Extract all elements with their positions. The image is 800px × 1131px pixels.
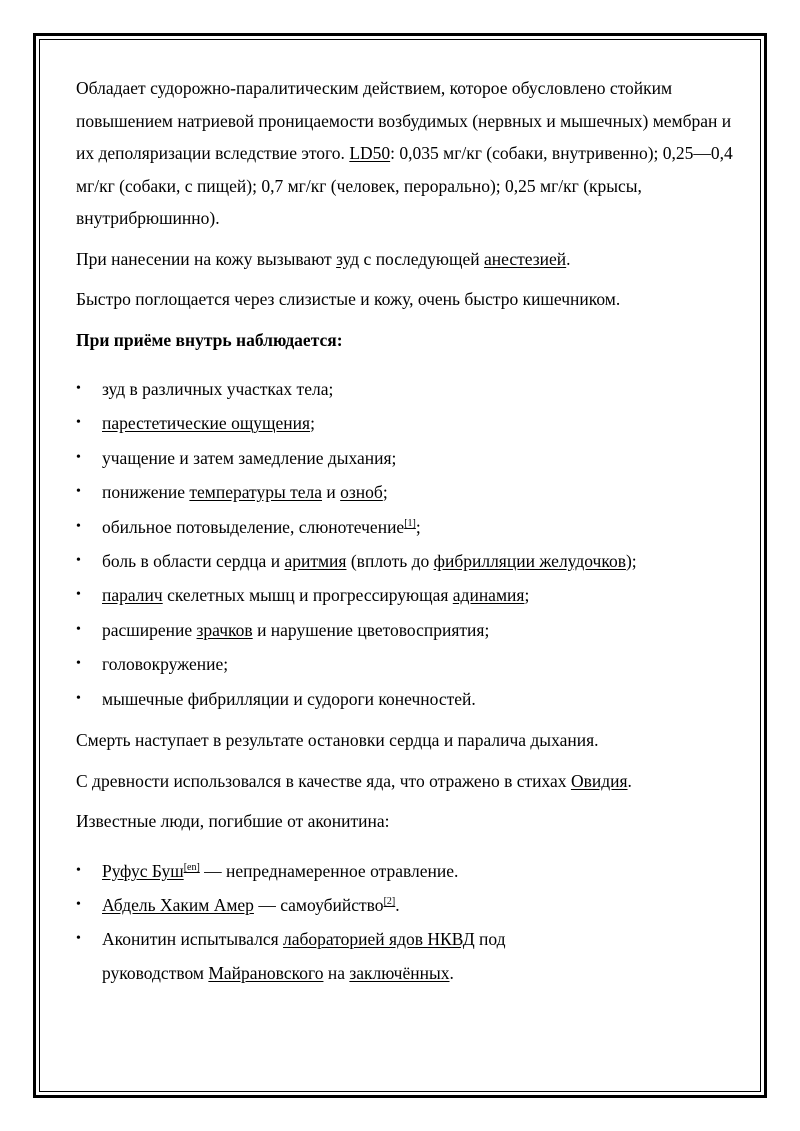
link-paresthesia[interactable]: парестетические ощущения <box>102 413 311 434</box>
link-ld50[interactable]: LD50 <box>349 143 391 163</box>
text: ; <box>415 516 421 537</box>
paragraph-skin <box>76 243 736 276</box>
list-item <box>76 647 736 681</box>
document-body <box>76 72 736 998</box>
text: . <box>449 962 454 983</box>
victims-list <box>76 854 736 990</box>
paragraph-death: Смерть наступает в результате остановки сердца и паралича дыхания. <box>76 730 599 751</box>
link-nkvd-poison-lab[interactable]: лабораторией ядов НКВД <box>283 928 475 949</box>
paragraph-known-victims: Известные люди, погибшие от аконитина: <box>76 811 390 832</box>
link-mairanovsky[interactable]: Майрановского <box>208 962 324 983</box>
text: зуд в различных участках тела; <box>102 379 334 399</box>
text: мышечные фибрилляции и судороги конечностей. <box>102 688 476 709</box>
text: ); <box>625 551 637 572</box>
paragraph-history <box>76 765 736 798</box>
text: под руководством <box>102 928 506 983</box>
bullet-icon: • <box>76 553 81 569</box>
list-item <box>76 682 736 716</box>
bullet-icon: • <box>76 690 81 706</box>
text: : 0,035 мг/кг (собаки, внутривенно); 0,25—0,4 мг/кг (собаки, с пищей); 0,7 мг/кг (человек, перорально); 0,25 мг/кг (крысы, внутрибрюшинно). <box>76 143 733 228</box>
paragraph-mechanism <box>76 72 736 235</box>
footnote-ref-2[interactable]: [2] <box>383 895 396 907</box>
list-item <box>76 406 736 440</box>
link-prisoners[interactable]: заключённых <box>349 962 450 983</box>
link-pupils[interactable]: зрачков <box>196 619 253 640</box>
bullet-icon: • <box>76 415 81 431</box>
text: Обладает судорожно-паралитическим действием, которое обусловлено стойким повышением натриевой проницаемости возбудимых (нервных и мышечных) мембран и их деполяризации вследствие этого. <box>76 78 732 163</box>
bullet-icon: • <box>76 930 81 946</box>
text: ; <box>382 482 388 503</box>
text: головокружение; <box>102 654 229 675</box>
link-ovid[interactable]: Овидия <box>570 770 628 791</box>
link-body-temperature[interactable]: температуры тела <box>189 482 323 503</box>
symptom-list <box>76 372 736 716</box>
text: расширение <box>102 619 197 640</box>
text: и <box>322 482 341 503</box>
bullet-icon: • <box>76 381 81 396</box>
text: . <box>395 894 400 915</box>
list-item <box>76 475 736 509</box>
text: . <box>566 248 571 269</box>
list-item <box>76 854 736 888</box>
text: ; <box>310 413 315 434</box>
bullet-icon: • <box>76 896 81 912</box>
text: — самоубийство <box>253 894 384 915</box>
bullet-icon: • <box>76 621 81 637</box>
list-item <box>76 578 736 612</box>
link-ventricular-fibrillation[interactable]: фибрилляции желудочков <box>433 551 626 572</box>
list-item <box>76 613 736 647</box>
paragraph-absorption: Быстро поглощается через слизистые и кожу, очень быстро кишечником. <box>76 289 621 309</box>
list-item <box>76 888 736 922</box>
link-anesthesia[interactable]: анестезией <box>484 248 567 269</box>
text: скелетных мышц и прогрессирующая <box>162 585 453 606</box>
link-arrhythmia[interactable]: аритмия <box>284 551 347 572</box>
link-adynamia[interactable]: адинамия <box>452 585 525 606</box>
footnote-ref-1[interactable]: [1] <box>404 517 416 529</box>
text: . <box>627 770 632 791</box>
text: с последующей <box>359 248 484 269</box>
text: обильное потовыделение, слюнотечение <box>102 516 405 537</box>
bullet-icon: • <box>76 862 81 878</box>
section-heading-ingestion: При приёме внутрь наблюдается: <box>76 329 343 350</box>
list-item <box>76 544 736 578</box>
bullet-icon: • <box>76 587 81 603</box>
text: и нарушение цветовосприятия; <box>252 619 490 640</box>
text: боль в области сердца и <box>102 551 285 572</box>
text: учащение и затем замедление дыхания; <box>102 447 397 468</box>
text: С древности использовался в качестве яда, что отражено в стихах <box>76 770 571 791</box>
link-abdel-hakim-amer[interactable]: Абдель Хаким Амер <box>102 894 254 915</box>
list-item <box>76 510 736 544</box>
text: (вплоть до <box>346 551 434 572</box>
text: Аконитин испытывался <box>102 928 284 949</box>
text: понижение <box>102 482 190 503</box>
footnote-ref-en[interactable]: [en] <box>183 861 200 873</box>
link-itch[interactable]: зуд <box>336 248 360 269</box>
bullet-icon: • <box>76 449 81 465</box>
list-item <box>76 372 736 406</box>
list-item <box>76 441 736 475</box>
link-chills[interactable]: озноб <box>340 482 383 503</box>
bullet-icon: • <box>76 484 81 500</box>
text: При нанесении на кожу вызывают <box>76 248 337 269</box>
link-rufus-bush[interactable]: Руфус Буш <box>102 860 184 881</box>
text: — непреднамеренное отравление. <box>199 860 459 881</box>
list-item <box>76 922 572 990</box>
link-paralysis[interactable]: паралич <box>102 585 163 606</box>
bullet-icon: • <box>76 656 81 672</box>
text: на <box>323 962 350 983</box>
text: ; <box>524 585 530 606</box>
bullet-icon: • <box>76 518 81 534</box>
